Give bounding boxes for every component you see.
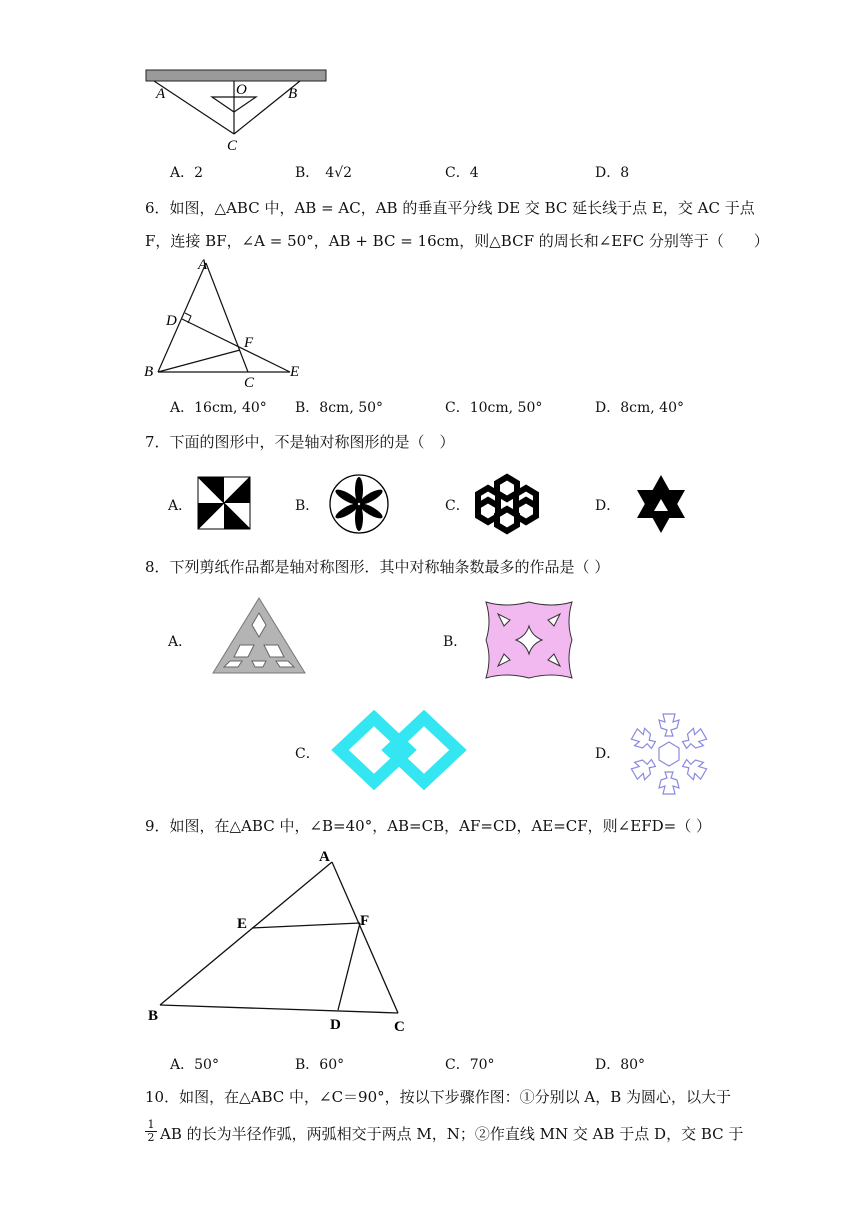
q9-line-ac [332, 862, 398, 1013]
q9-line-ef [252, 923, 360, 928]
q9-line-ab [160, 862, 332, 1005]
q6-label-a: A [198, 257, 208, 273]
q10-stem-line2: AB 的长为半径作弧，两弧相交于两点 M，N；②作直线 MN 交 AB 于点 D，交 BC 于 [160, 1125, 744, 1143]
q9-label-f: F [360, 913, 370, 929]
q8-option-c-letter[interactable]: C． [295, 746, 320, 762]
q6-option-a-letter: A． [170, 400, 195, 416]
q9-option-d-text: 80° [620, 1057, 646, 1073]
q10-fraction-numerator: 1 [145, 1119, 157, 1132]
q9-label-a: A [319, 849, 330, 865]
q6-option-c-letter: C． [445, 400, 470, 416]
q5-option-a-letter: A． [170, 165, 195, 181]
q9-label-c: C [394, 1019, 405, 1035]
q9-option-c-letter: C． [445, 1057, 470, 1073]
q7-option-a-pinwheel-figure[interactable] [197, 476, 251, 530]
q5-option-c[interactable] [445, 163, 479, 183]
q8-option-b-letter[interactable]: B． [443, 634, 468, 650]
q9-option-a-letter: A． [170, 1057, 195, 1073]
q9-label-d: D [330, 1017, 341, 1033]
q8-stem: 8．下列剪纸作品都是轴对称图形．其中对称轴条数最多的作品是（ ） [145, 558, 610, 576]
q5-label-c: C [227, 138, 238, 154]
q5-line-ac [154, 81, 234, 134]
q5-ceiling-bar [146, 70, 326, 81]
q6-figure [140, 255, 310, 390]
q9-option-b-text: 60° [319, 1057, 345, 1073]
q6-option-c-text: 10cm, 50° [469, 400, 543, 416]
q10-stem-line1: 10．如图，在△ABC 中，∠C＝90°，按以下步骤作图：①分别以 A，B 为圆心，以大于 [145, 1088, 732, 1106]
q9-option-d[interactable] [595, 1055, 645, 1075]
q6-option-b-letter: B． [295, 400, 320, 416]
q6-option-a-text: 16cm, 40° [194, 400, 267, 416]
q9-line-bc [160, 1005, 398, 1013]
q6-option-a[interactable] [170, 398, 267, 418]
q9-option-c[interactable] [445, 1055, 495, 1075]
q9-option-c-text: 70° [469, 1057, 495, 1073]
q5-option-a[interactable] [170, 163, 203, 183]
q9-figure [140, 843, 430, 1038]
q5-option-b[interactable] [295, 163, 352, 183]
q9-label-e: E [237, 916, 248, 932]
q8-option-a-triangle-papercut[interactable] [210, 595, 308, 677]
q7-stem: 7．下面的图形中，不是轴对称图形的是（ ） [145, 433, 455, 451]
q6-label-d: D [166, 313, 177, 329]
q7-option-c-letter[interactable]: C． [445, 498, 470, 514]
q9-line-fd [338, 923, 360, 1010]
q6-stem-line1: 6．如图，△ABC 中，AB = AC，AB 的垂直平分线 DE 交 BC 延长线于点 E，交 AC 于点 [145, 199, 755, 217]
q5-label-o: O [236, 82, 247, 98]
q7-option-d-letter[interactable]: D． [595, 498, 621, 514]
q7-option-b-letter[interactable]: B． [295, 498, 320, 514]
q5-option-c-text: 4 [469, 165, 479, 181]
q5-figure [140, 66, 335, 156]
q9-stem: 9．如图，在△ABC 中，∠B=40°，AB=CB，AF=CD，AE=CF，则∠EFD=（ ） [145, 817, 711, 835]
q5-option-b-letter: B． [295, 165, 320, 181]
q5-option-a-text: 2 [194, 165, 204, 181]
q9-option-b-letter: B． [295, 1057, 320, 1073]
q5-option-d[interactable] [595, 163, 629, 183]
q10-fraction-half [145, 1119, 157, 1144]
q6-stem-line2: F，连接 BF，∠A = 50°，AB + BC = 16cm，则△BCF 的周长和∠EFC 分别等于（ ） [145, 232, 769, 250]
q7-option-c-hexagons-figure[interactable] [474, 473, 540, 535]
q5-option-d-text: 8 [620, 165, 630, 181]
q8-option-d-letter[interactable]: D． [595, 746, 621, 762]
q6-label-c: C [244, 375, 255, 390]
q8-option-c-double-diamond-papercut[interactable] [330, 710, 468, 790]
q5-option-c-letter: C． [445, 165, 470, 181]
q6-label-b: B [144, 364, 154, 380]
q5-option-d-letter: D． [595, 165, 621, 181]
q7-option-b-flower-figure[interactable] [328, 473, 390, 535]
q8-option-b-square-papercut[interactable] [482, 598, 576, 682]
q6-line-bf [158, 350, 240, 372]
q6-option-b[interactable] [295, 398, 383, 418]
q9-option-b[interactable] [295, 1055, 344, 1075]
q9-option-a[interactable] [170, 1055, 219, 1075]
q6-option-c[interactable] [445, 398, 542, 418]
q9-label-b: B [148, 1008, 159, 1024]
q6-option-b-text: 8cm, 50° [319, 400, 384, 416]
q6-option-d-letter: D． [595, 400, 621, 416]
q6-label-e: E [290, 364, 300, 380]
q6-line-de [182, 319, 290, 372]
q5-label-a: A [156, 86, 166, 102]
q6-option-d[interactable] [595, 398, 684, 418]
q9-option-d-letter: D． [595, 1057, 621, 1073]
q5-option-b-text: 4√2 [325, 165, 353, 181]
q6-line-ac [206, 263, 248, 372]
q7-option-a-letter[interactable]: A． [168, 498, 193, 514]
q7-option-d-star-figure[interactable] [632, 473, 690, 535]
q9-option-a-text: 50° [194, 1057, 219, 1073]
q6-option-d-text: 8cm, 40° [620, 400, 684, 416]
q5-label-b: B [288, 86, 298, 102]
q10-fraction-denominator: 2 [147, 1131, 155, 1144]
q6-label-f: F [244, 335, 254, 351]
q8-option-a-letter[interactable]: A． [168, 634, 193, 650]
q8-option-d-snowflake-papercut[interactable] [624, 708, 714, 800]
